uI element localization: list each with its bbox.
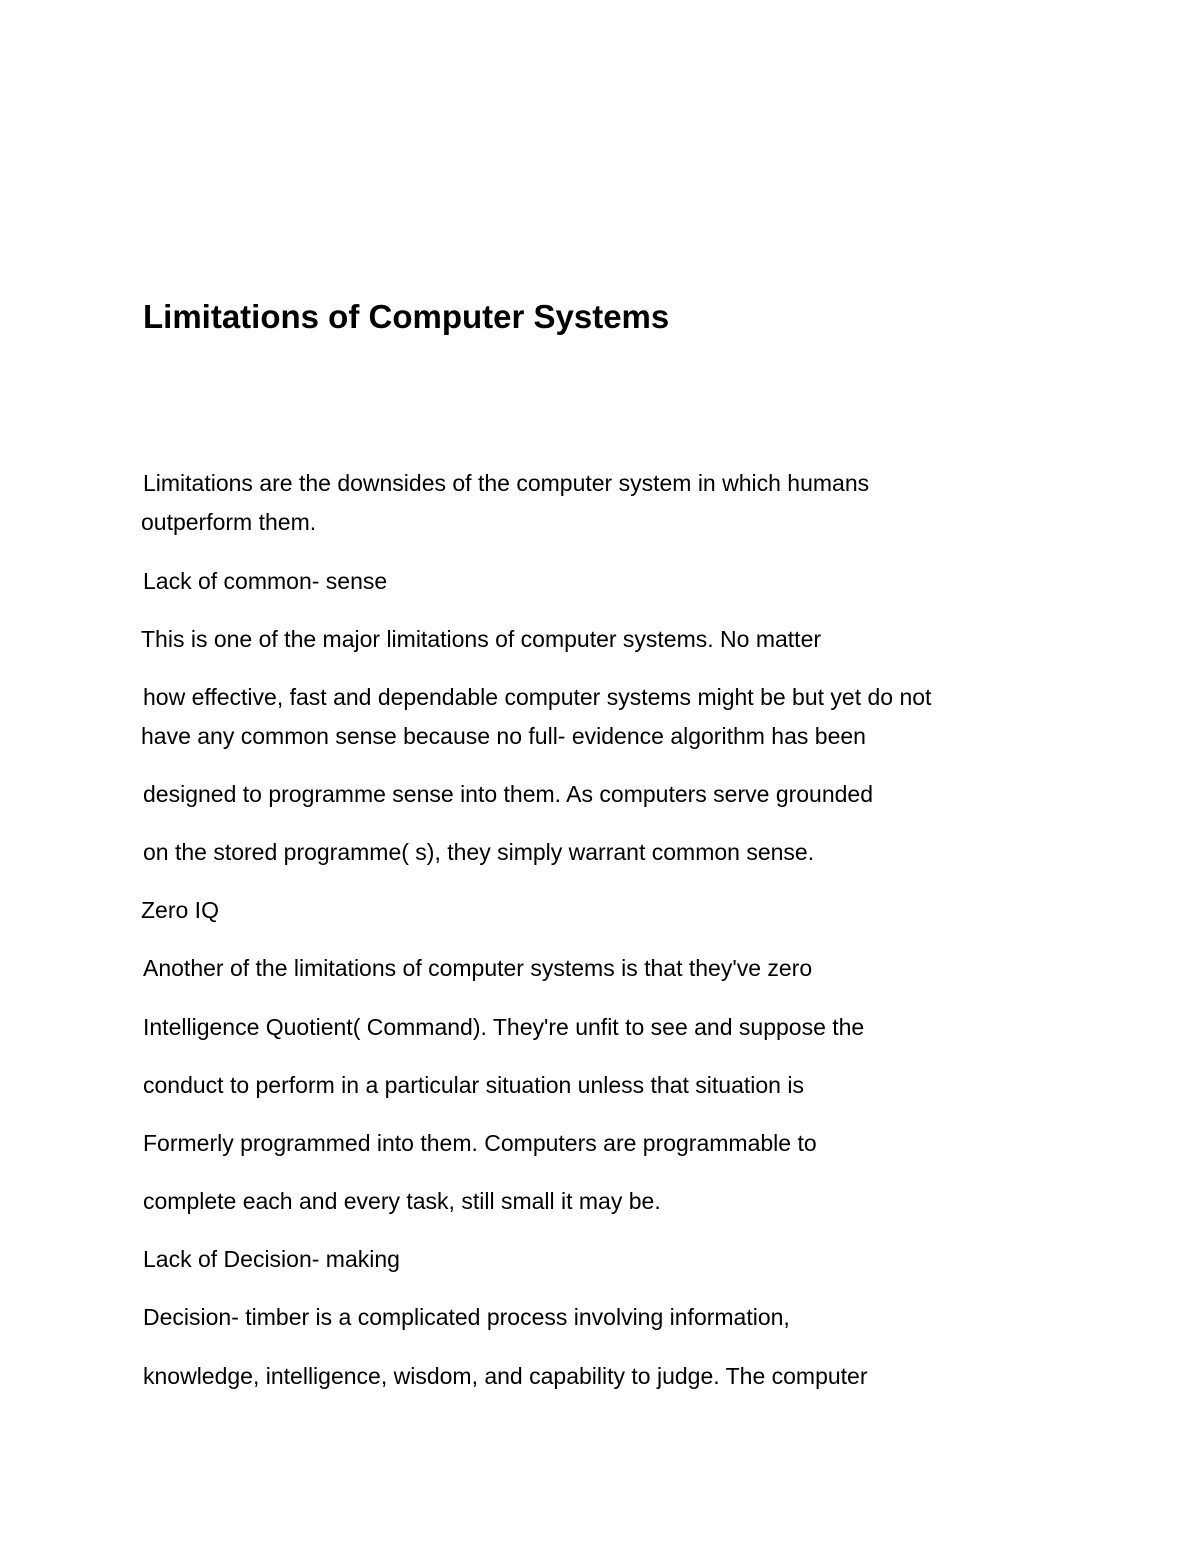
text-line-common-sense-1: This is one of the major limitations of computer systems. No matter xyxy=(141,626,822,652)
section-heading-common-sense: Lack of common- sense xyxy=(143,568,388,594)
text-line-zero-iq-2: Intelligence Quotient( Command). They're unfit to see and suppose the xyxy=(143,1014,865,1040)
text-line-zero-iq-1: Another of the limitations of computer systems is that they've zero xyxy=(143,955,813,981)
document-title: Limitations of Computer Systems xyxy=(143,298,670,335)
text-line-common-sense-2: how effective, fast and dependable computer systems might be but yet do not xyxy=(143,684,932,710)
text-line-common-sense-3: have any common sense because no full- evidence algorithm has been xyxy=(141,723,866,749)
text-line-intro-1: Limitations are the downsides of the computer system in which humans xyxy=(143,470,870,496)
text-line-common-sense-5: on the stored programme( s), they simply warrant common sense. xyxy=(143,839,815,865)
section-heading-decision-making: Lack of Decision- making xyxy=(143,1246,400,1272)
text-line-decision-making-2: knowledge, intelligence, wisdom, and capability to judge. The computer xyxy=(143,1363,868,1389)
text-line-intro-2: outperform them. xyxy=(141,509,317,535)
text-line-zero-iq-5: complete each and every task, still small it may be. xyxy=(143,1188,661,1214)
section-heading-zero-iq: Zero IQ xyxy=(141,897,219,923)
text-line-zero-iq-4: Formerly programmed into them. Computers are programmable to xyxy=(143,1130,817,1156)
text-line-common-sense-4: designed to programme sense into them. As computers serve grounded xyxy=(143,781,874,807)
text-line-decision-making-1: Decision- timber is a complicated process involving information, xyxy=(143,1304,790,1330)
text-line-zero-iq-3: conduct to perform in a particular situation unless that situation is xyxy=(143,1072,804,1098)
